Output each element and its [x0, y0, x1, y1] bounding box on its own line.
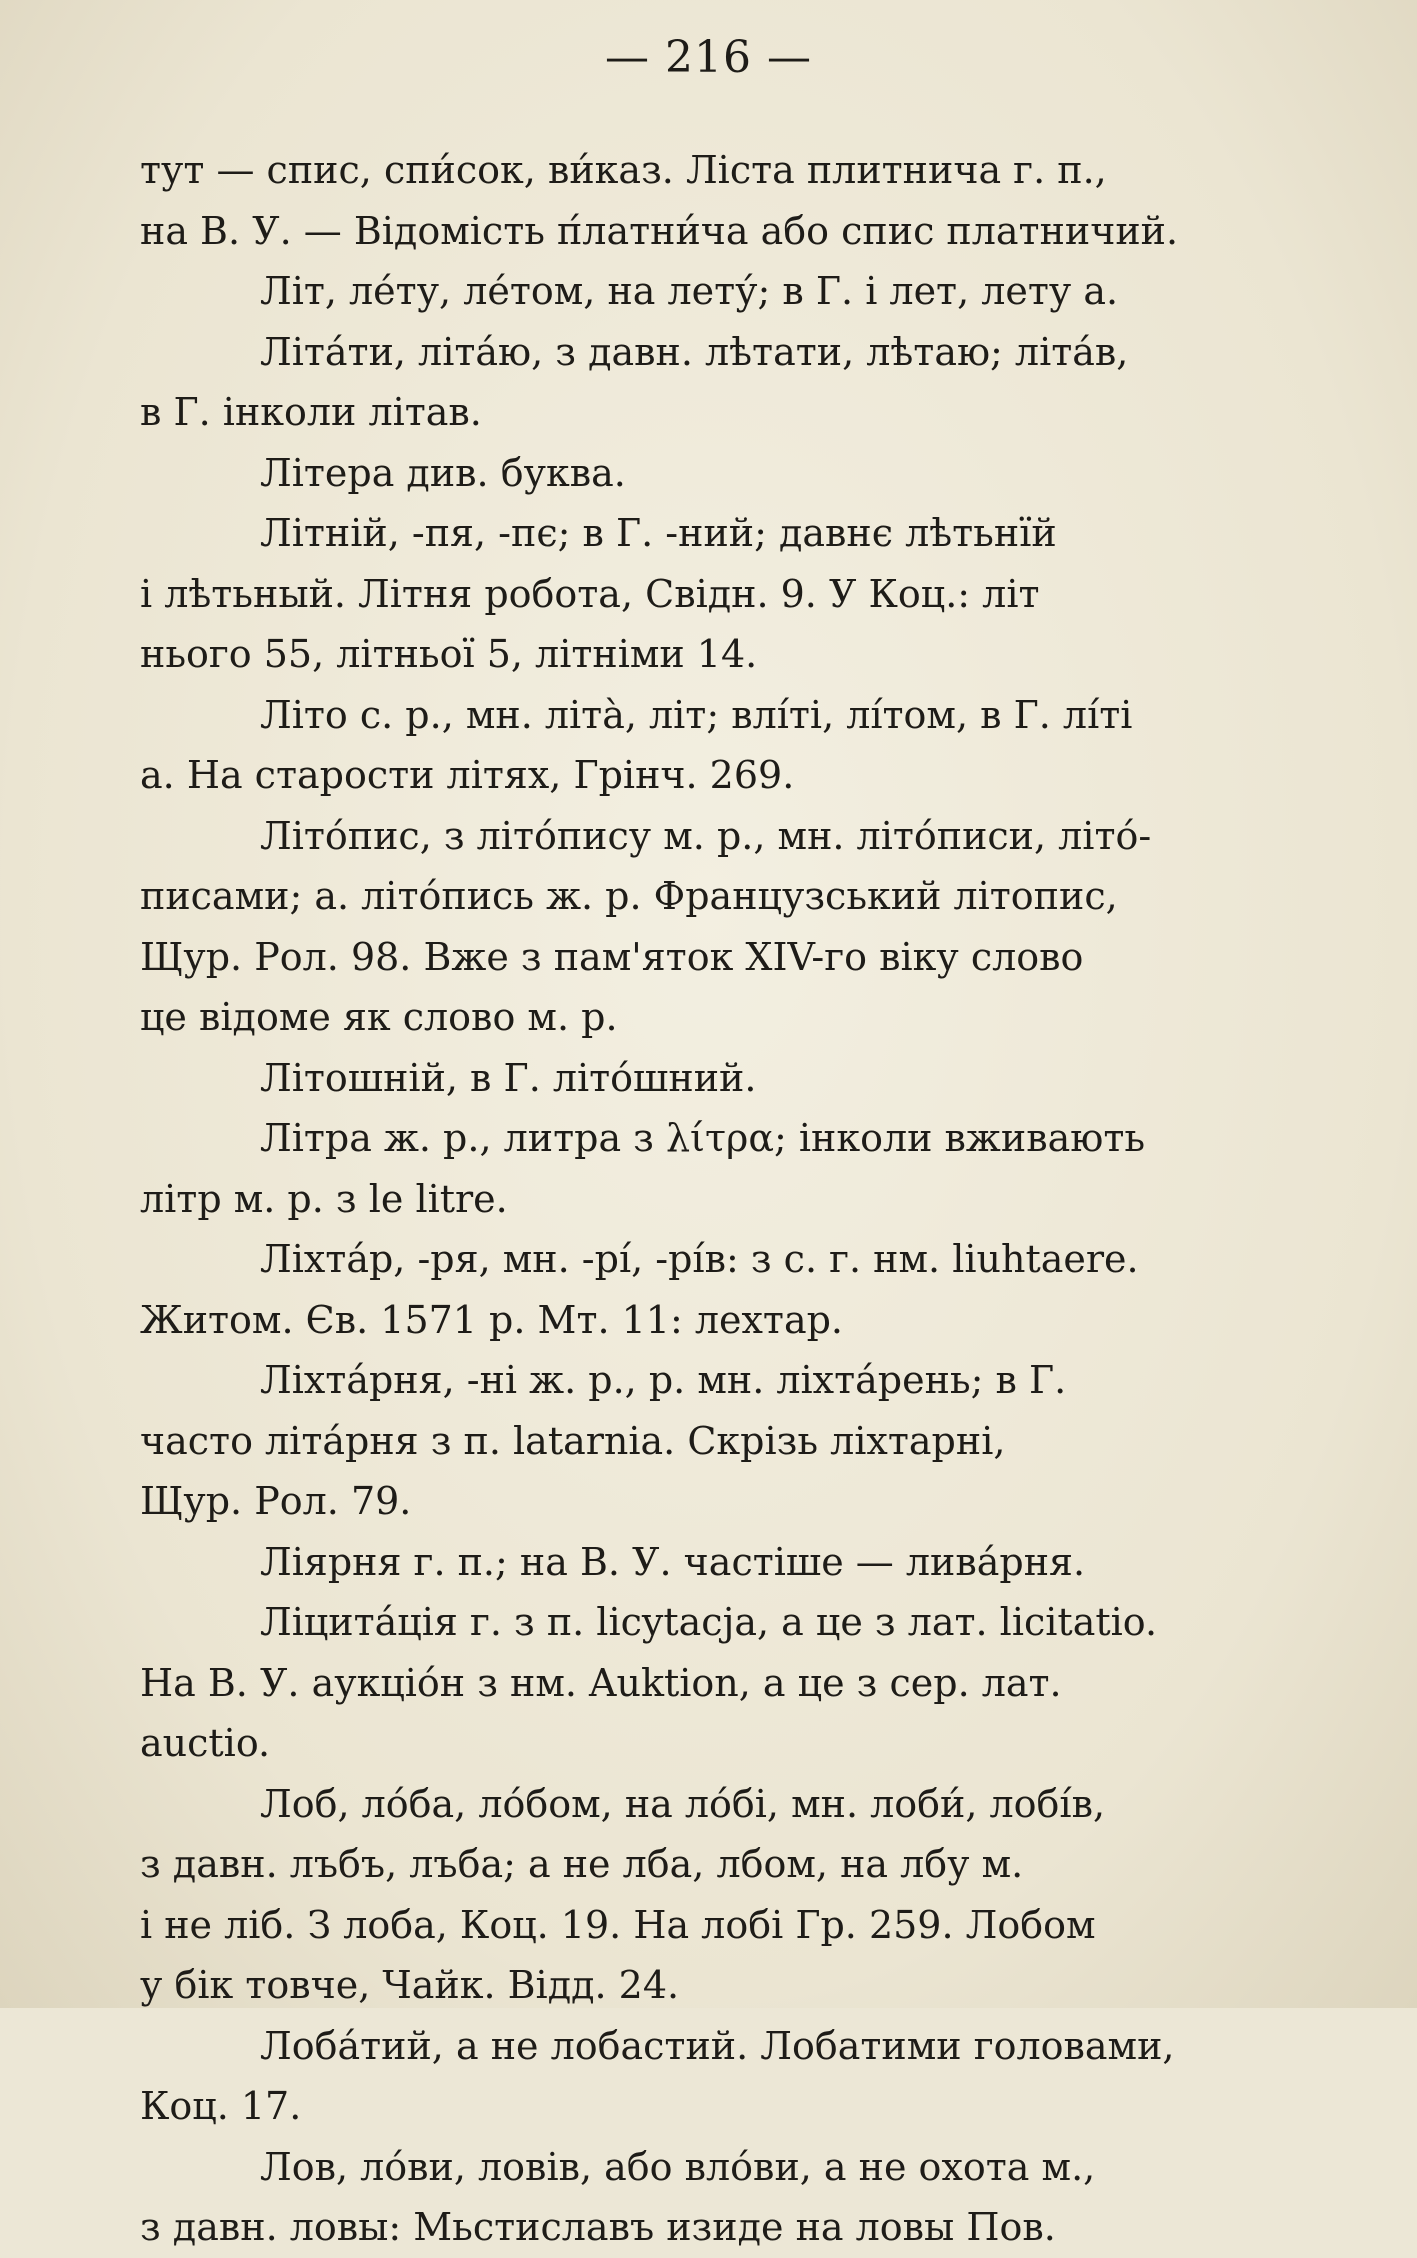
entry-line: Лов, ло́ви, ловів, або вло́ви, а не охота м., — [260, 2144, 1096, 2189]
text-line: на В. У. — Відомість п́латни́ча або спис платничий. — [140, 208, 1179, 253]
text-line: з давн. лъбъ, лъба; а не лба, лбом, на лбу м. — [140, 1842, 1024, 1886]
entry-line: Літо с. р., мн. літа̀, літ; влі́ті, лі́том, в Г. лі́ті — [260, 692, 1133, 737]
text-line: Щур. Рол. 98. Вже з пам'яток XIV-го віку слово — [140, 934, 1084, 979]
text-line: Коц. 17. — [140, 2084, 302, 2128]
entry-line: Літо́пис, з літо́пису м. р., мн. літо́писи, літо́- — [260, 813, 1152, 858]
text-line: в Г. інколи літав. — [140, 390, 482, 434]
text-line: літр м. р. з le litre. — [140, 1176, 508, 1221]
text-line: часто літа́рня з п. latarnia. Скрізь ліхтарні, — [140, 1418, 1006, 1463]
entry-line: Лоба́тий, а не лобастий. Лобатими головами, — [260, 2023, 1175, 2068]
text-line: і не ліб. З лоба, Коц. 19. На лобі Гр. 259. Лобом — [140, 1902, 1096, 1947]
text-line: писами; а. літо́пись ж. р. Французський літопис, — [140, 874, 1118, 918]
entry-line: Літера див. буква. — [260, 450, 626, 495]
text-line: у бік товче, Чайк. Відд. 24. — [140, 1963, 680, 2007]
text-line: auctio. — [140, 1721, 271, 1765]
text-line: Щур. Рол. 79. — [140, 1479, 412, 1523]
page-number: — 216 — — [605, 32, 812, 83]
text-line: На В. У. аукціо́н з нм. Auktion, а це з сер. лат. — [140, 1660, 1062, 1705]
entry-line: Літній, -пя, -пє; в Г. -ний; давнє лѣтьнїй — [260, 511, 1057, 555]
text-line: це відоме як слово м. р. — [140, 995, 618, 1039]
text-line: тут — спис, спи́сок, ви́каз. Ліста плитнича г. п., — [140, 148, 1107, 192]
entry-line: Ліярня г. п.; на В. У. частіше — лива́рня. — [260, 1539, 1086, 1584]
entry-line: Ліхта́р, -ря, мн. -рі́, -рі́в: з с. г. нм. liuhtaere. — [260, 1237, 1139, 1281]
entry-line: Ліхта́рня, -ні ж. р., р. мн. ліхта́рень; в Г. — [260, 1358, 1067, 1402]
text-line: і лѣтьный. Літня робота, Свідн. 9. У Коц.: літ — [140, 571, 1040, 616]
text-line: нього 55, літньої 5, літніми 14. — [140, 632, 758, 676]
entry-line: Літошній, в Г. літо́шний. — [260, 1055, 757, 1100]
text-line: з давн. ловы: Мьстиславъ изиде на ловы Пов. — [140, 2205, 1056, 2249]
text-line: Житом. Єв. 1571 р. Мт. 11: лехтар. — [140, 1297, 843, 1342]
entry-line: Літра ж. р., литра з λίτρα; інколи вживають — [260, 1116, 1146, 1160]
entry-line: Ліцита́ція г. з п. licytacja, а це з лат. licitatio. — [260, 1600, 1158, 1644]
entry-line: Літа́ти, літа́ю, з давн. лѣтати, лѣтаю; літа́в, — [260, 329, 1129, 374]
entry-line: Літ, ле́ту, ле́том, на лету́; в Г. і лет, лету а. — [260, 269, 1119, 313]
dictionary-text — [140, 140, 1330, 2258]
text-line: а. На старости літях, Грінч. 269. — [140, 753, 795, 797]
entry-line: Лоб, ло́ба, ло́бом, на ло́бі, мн. лоби́, лобі́в, — [260, 1781, 1106, 1826]
